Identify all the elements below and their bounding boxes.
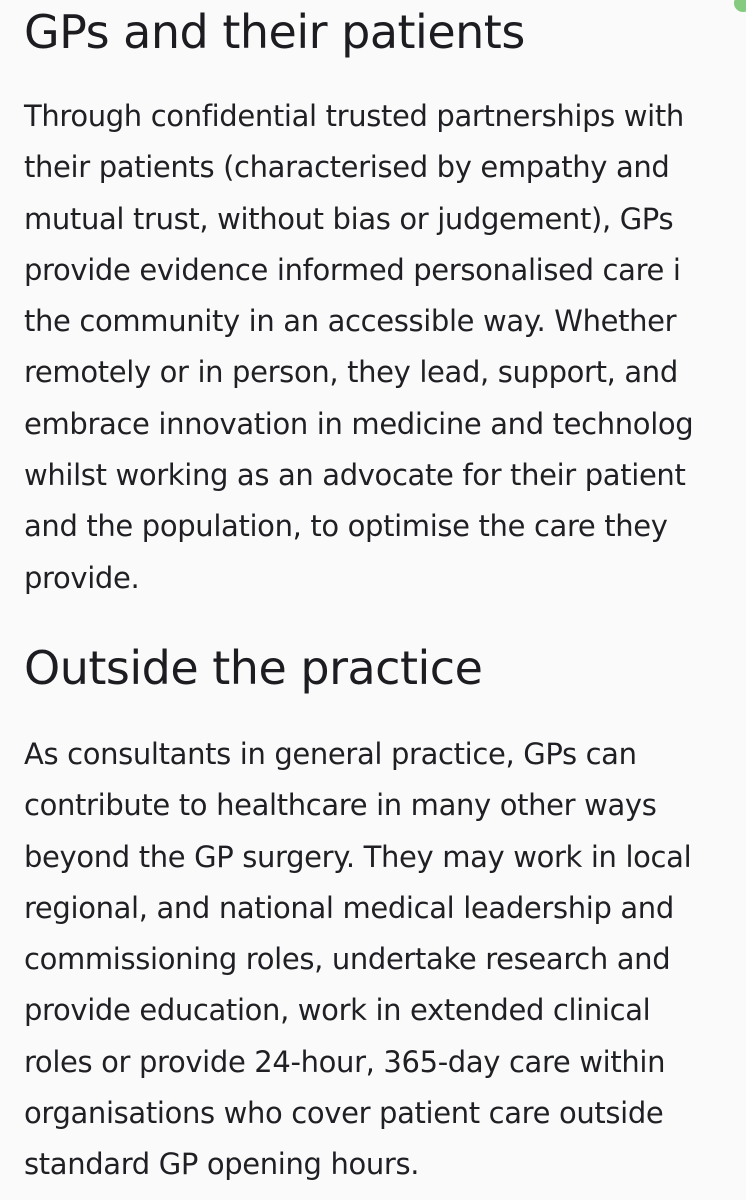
paragraph-line: mutual trust, without bias or judgement), GPs <box>24 201 674 236</box>
paragraph-line: standard GP opening hours. <box>24 1147 420 1182</box>
paragraph-line: remotely or in person, they lead, support, and <box>24 355 678 390</box>
section-heading-outside-the-practice: Outside the practice <box>24 641 483 695</box>
paragraph-line: and the population, to optimise the care they <box>24 509 668 544</box>
paragraph-line: provide. <box>24 560 140 595</box>
section-paragraph-gps-and-patients <box>24 91 693 604</box>
paragraph-line: contribute to healthcare in many other ways <box>24 788 657 823</box>
paragraph-line: roles or provide 24-hour, 365-day care within <box>24 1044 666 1079</box>
paragraph-line: commissioning roles, undertake research and <box>24 942 671 977</box>
paragraph-line: regional, and national medical leadership and <box>24 890 674 925</box>
paragraph-line: As consultants in general practice, GPs can <box>24 737 637 771</box>
section-heading-gps-and-patients: GPs and their patients <box>24 5 525 59</box>
paragraph-line: provide education, work in extended clinical <box>24 993 651 1028</box>
paragraph-line: whilst working as an advocate for their patient <box>24 458 686 493</box>
paragraph-line: the community in an accessible way. Whether <box>24 304 677 339</box>
paragraph-line: embrace innovation in medicine and technolog <box>24 406 694 441</box>
paragraph-line: provide evidence informed personalised care i <box>24 252 681 287</box>
paragraph-line: organisations who cover patient care outside <box>24 1096 664 1131</box>
paragraph-line: Through confidential trusted partnerships with <box>24 99 684 133</box>
corner-accent-decoration <box>734 0 746 12</box>
paragraph-line: their patients (characterised by empathy and <box>24 150 670 185</box>
section-paragraph-outside-the-practice <box>24 729 691 1191</box>
paragraph-line: beyond the GP surgery. They may work in local <box>24 839 692 874</box>
